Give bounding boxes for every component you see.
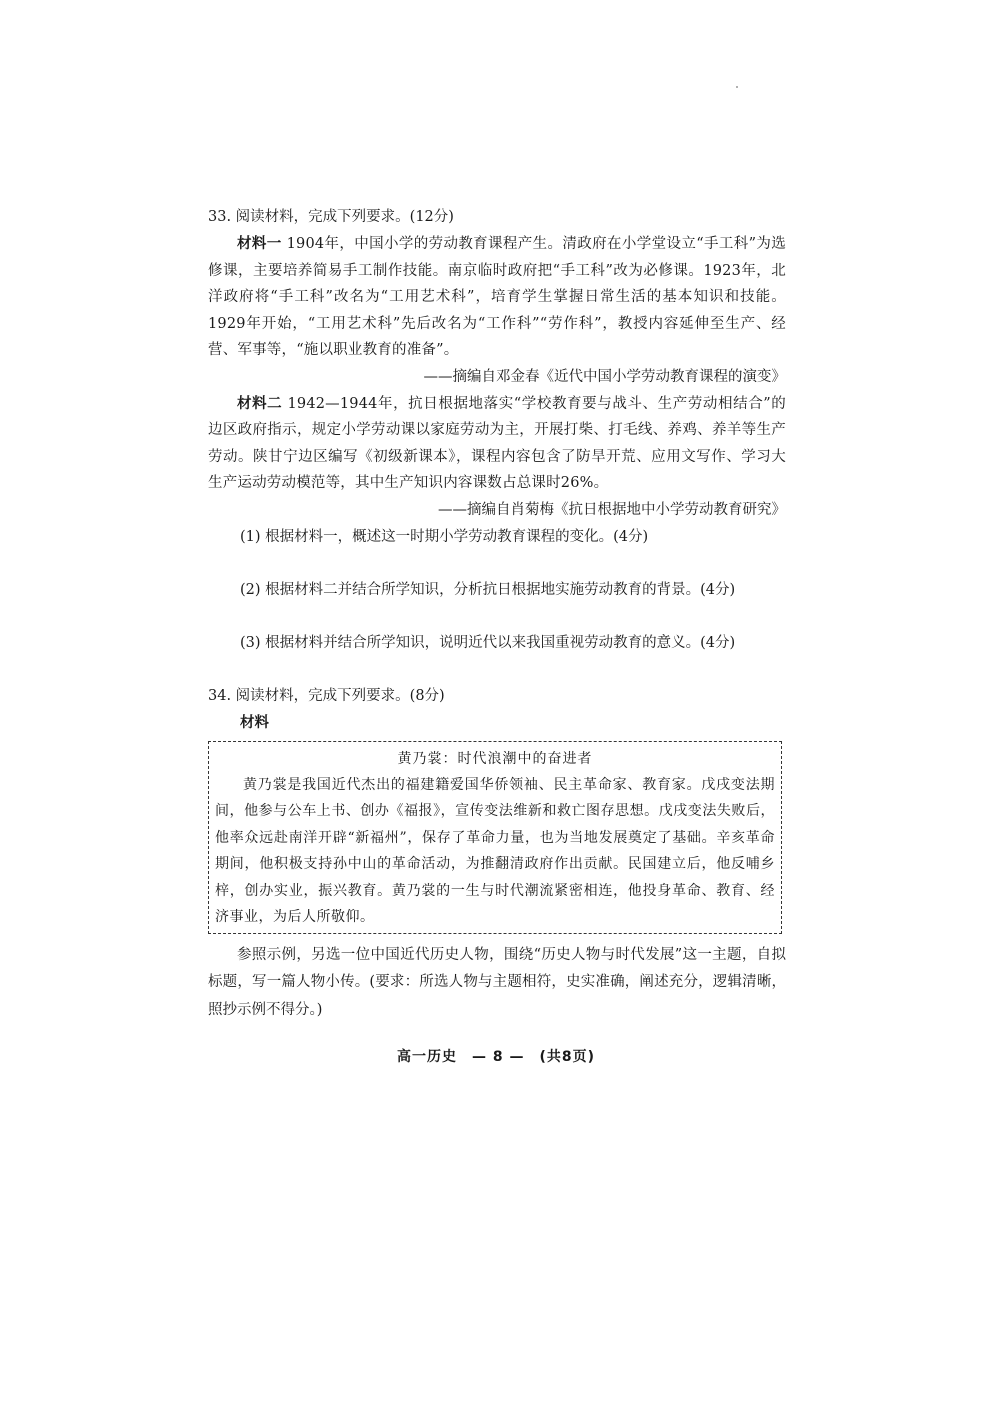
material-1-source: ——摘编自邓金春《近代中国小学劳动教育课程的演变》	[423, 368, 786, 385]
material-1-label: 材料一	[237, 236, 282, 252]
material-1	[208, 231, 786, 364]
sub-question-3: (3) 根据材料并结合所学知识，说明近代以来我国重视劳动教育的意义。(4分)	[240, 634, 736, 651]
scan-speck	[736, 86, 738, 88]
question-34-heading: 34. 阅读材料，完成下列要求。(8分)	[208, 687, 445, 704]
question-34-task: 参照示例，另选一位中国近代历史人物，围绕“历史人物与时代发展”这一主题，自拟标题，写一篇人物小传。(要求：所选人物与主题相符，史实准确，阐述充分，逻辑清晰，照抄示例不得分。)	[208, 946, 786, 1018]
material-1-text: 1904年，中国小学的劳动教育课程产生。清政府在小学堂设立“手工科”为选修课，主要培养简易手工制作技能。南京临时政府把“手工科”改为必修课。1923年，北洋政府将“手工科”改名为“工用艺术科”，培育学生掌握日常生活的基本知识和技能。1929年开始，“工用艺术科”先后改名为“工作科”“劳作科”，教授内容延伸至生产、经营、军事等，“施以职业教育的准备”。	[208, 236, 786, 358]
example-biography-box	[208, 741, 782, 934]
material-2-source: ——摘编自肖菊梅《抗日根据地中小学劳动教育研究》	[438, 501, 786, 518]
page-footer: 高一历史 — 8 — (共8页)	[396, 1049, 596, 1065]
sub-question-1: (1) 根据材料一，概述这一时期小学劳动教育课程的变化。(4分)	[240, 528, 649, 545]
example-title: 黄乃裳：时代浪潮中的奋进者	[397, 750, 593, 767]
example-text: 黄乃裳是我国近代杰出的福建籍爱国华侨领袖、民主革命家、教育家。戊戌变法期间，他参与公车上书、创办《福报》，宣传变法维新和救亡图存思想。戊戌变法失败后，他率众远赴南洋开辟“新福州”，保存了革命力量，也为当地发展奠定了基础。辛亥革命期间，他积极支持孙中山的革命活动，为推翻清政府作出贡献。民国建立后，他反哺乡梓，创办实业，振兴教育。黄乃裳的一生与时代潮流紧密相连，他投身革命、教育、经济事业，为后人所敬仰。	[215, 776, 775, 925]
material-2	[208, 391, 786, 497]
page-content	[208, 204, 786, 1039]
sub-question-2: (2) 根据材料二并结合所学知识，分析抗日根据地实施劳动教育的背景。(4分)	[240, 581, 736, 598]
material-label: 材料	[240, 714, 269, 731]
material-2-text: 1942—1944年，抗日根据地落实“学校教育要与战斗、生产劳动相结合”的边区政府指示，规定小学劳动课以家庭劳动为主，开展打柴、打毛线、养鸡、养羊等生产劳动。陕甘宁边区编写《初级新课本》，课程内容包含了防旱开荒、应用文写作、学习大生产运动劳动模范等，其中生产知识内容课数占总课时26%。	[208, 395, 786, 491]
question-33-heading: 33. 阅读材料，完成下列要求。(12分)	[208, 209, 454, 225]
material-2-label: 材料二	[237, 395, 283, 412]
